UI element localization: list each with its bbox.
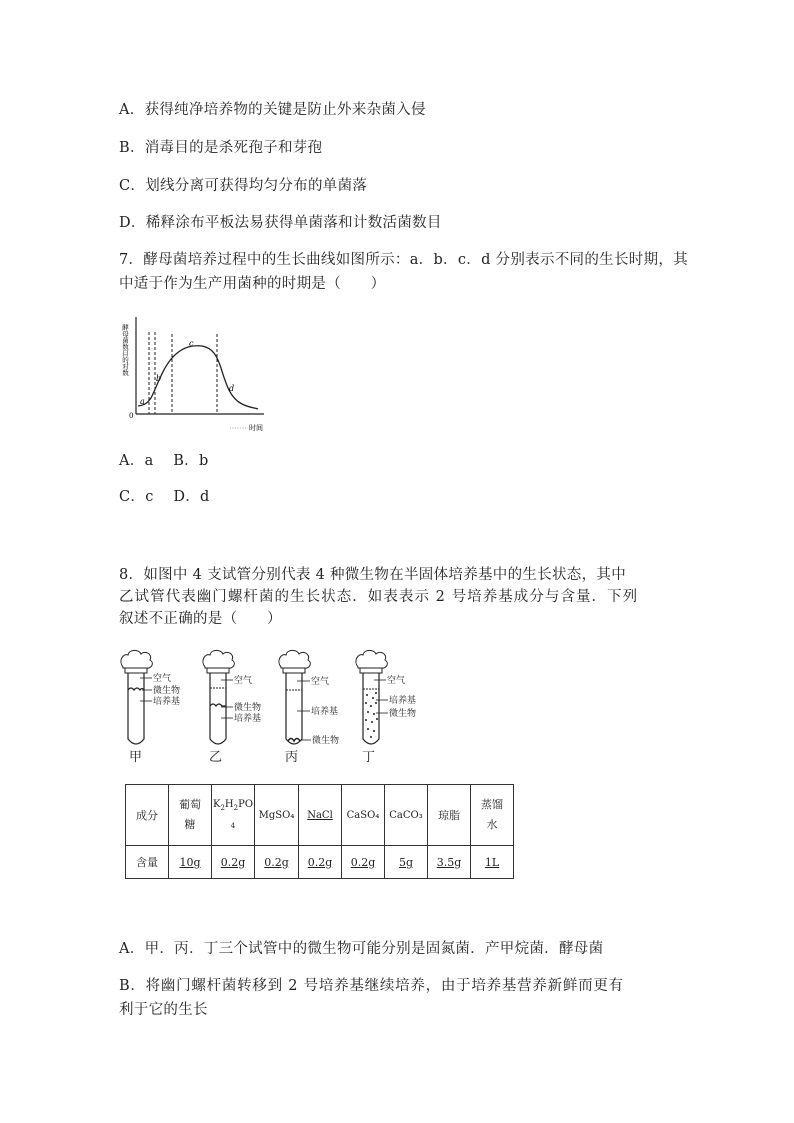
tube-bing: [279, 650, 339, 763]
table-cell-mgso4: MgSO₄: [255, 785, 299, 846]
growth-curve-figure: [118, 312, 268, 434]
table-cell-caco3: CaCO₃: [385, 785, 428, 846]
q8-option-a: A．甲．丙．丁三个试管中的微生物可能分别是固氮菌．产甲烷菌．酵母菌: [119, 941, 604, 957]
tube-yi: [203, 650, 261, 763]
q8-stem-line2: 乙试管代表幽门螺杆菌的生长状态．如表表示 2 号培养基成分与含量．下列: [119, 589, 639, 605]
medium-composition-table: [125, 784, 514, 879]
table-cell-water: 蒸馏 水: [471, 785, 514, 846]
table-cell-agar: 琼脂: [428, 785, 471, 846]
table-value-caco3: 5g: [385, 846, 428, 879]
tube-bing-name: 丙: [285, 750, 299, 763]
test-tubes-figure: [115, 645, 427, 763]
table-value-agar: 3.5g: [428, 846, 471, 879]
q8-option-b-line2: 利于它的生长: [119, 1002, 208, 1018]
x-axis-label: 时间: [249, 424, 263, 432]
table-value-glucose: 10g: [169, 846, 212, 879]
phase-b-label: b: [156, 374, 162, 383]
table-cell-caso4: CaSO₄: [342, 785, 385, 846]
table-row-ingredients: [126, 785, 514, 846]
q7-stem-line2: 中适于作为生产用菌种的时期是（ ）: [119, 276, 386, 292]
table-value-nacl: 0.2g: [299, 846, 342, 879]
tube-jia-name: 甲: [129, 750, 143, 763]
table-cell-nacl: NaCl: [299, 785, 342, 846]
tube-yi-label-microbe: 微生物: [234, 703, 262, 713]
table-cell-k2hpo4: $K_2H_2PO$ 4: [212, 785, 255, 846]
q8-option-b-line1: B．将幽门螺杆菌转移到 2 号培养基继续培养，由于培养基营养新鲜而更有: [119, 978, 624, 994]
tube-yi-label-air: 空气: [234, 676, 253, 686]
table-value-water: 1L: [471, 846, 514, 879]
tube-jia: [121, 650, 180, 763]
tube-yi-name: 乙: [209, 750, 223, 763]
tube-ding: [356, 650, 416, 763]
q6-option-c: C．划线分离可获得均匀分布的单菌落: [119, 178, 368, 194]
q7-stem-line1: 7．酵母菌培养过程中的生长曲线如图所示：a．b．c．d 分别表示不同的生长时期，其: [119, 252, 688, 268]
tube-jia-label-microbe: 微生物: [153, 686, 181, 696]
table-value-caso4: 0.2g: [342, 846, 385, 879]
tube-bing-label-medium: 培养基: [311, 707, 339, 717]
q6-option-d: D．稀释涂布平板法易获得单菌落和计数活菌数目: [119, 215, 442, 231]
table-value-k2hpo4: 0.2g: [212, 846, 255, 879]
origin-label: 0: [129, 412, 134, 420]
table-header-amount: 含量: [126, 846, 169, 879]
tube-bing-label-microbe: 微生物: [312, 736, 340, 746]
table-cell-glucose: 葡萄 糖: [169, 785, 212, 846]
tube-ding-label-air: 空气: [387, 676, 406, 686]
q7-options-row1: A．a B．b: [119, 453, 209, 469]
tube-ding-label-microbe: 微生物: [389, 709, 417, 719]
phase-d-label: d: [229, 384, 235, 393]
q7-options-row2: C．c D．d: [119, 489, 210, 505]
q6-option-b: B．消毒目的是杀死孢子和芽孢: [119, 140, 323, 156]
tube-jia-label-air: 空气: [153, 674, 172, 684]
table-row-amounts: [126, 846, 514, 879]
phase-c-label: c: [189, 339, 194, 348]
y-axis-label: 酵母菌数目的对数: [121, 324, 129, 376]
tube-bing-label-air: 空气: [311, 677, 330, 687]
phase-a-label: a: [140, 397, 145, 406]
tube-ding-name: 丁: [362, 750, 376, 763]
q8-stem-line3: 叙述不正确的是（ ）: [119, 611, 282, 627]
tube-ding-label-medium: 培养基: [389, 696, 417, 706]
tube-jia-label-medium: 培养基: [153, 697, 181, 707]
q8-stem-line1: 8．如图中 4 支试管分别代表 4 种微生物在半固体培养基中的生长状态，其中: [119, 567, 627, 583]
q6-option-a: A．获得纯净培养物的关键是防止外来杂菌入侵: [119, 102, 426, 118]
table-header-ingredient: 成分: [126, 785, 169, 846]
tube-yi-label-medium: 培养基: [234, 714, 262, 724]
table-value-mgso4: 0.2g: [255, 846, 299, 879]
